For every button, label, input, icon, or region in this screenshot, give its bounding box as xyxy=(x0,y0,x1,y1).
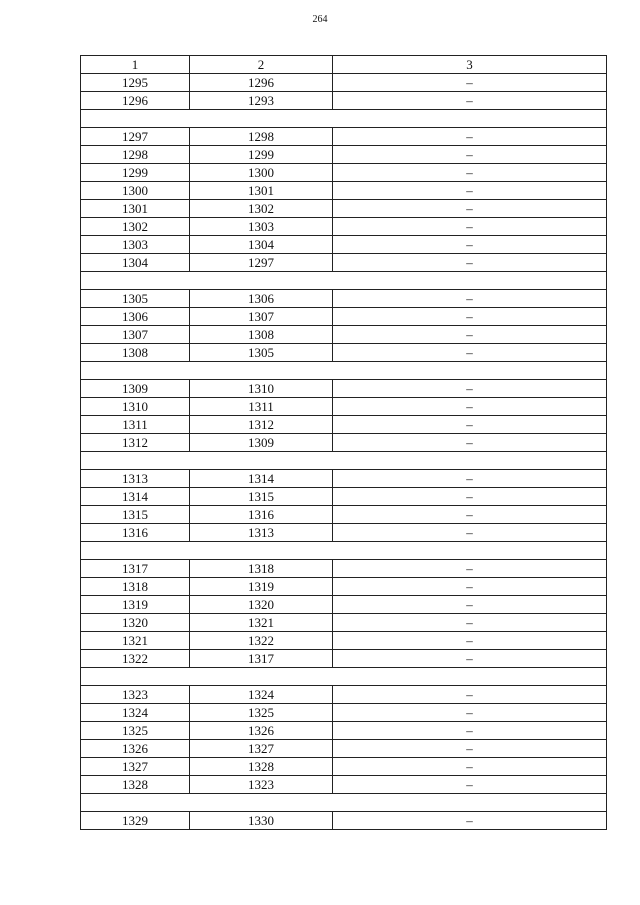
table-cell-col-2: 1326 xyxy=(190,722,333,740)
group-separator-row xyxy=(81,110,607,128)
table-cell-col-2: 1293 xyxy=(190,92,333,110)
group-separator-row xyxy=(81,362,607,380)
table-row xyxy=(81,686,607,704)
table-cell-col-3: – xyxy=(333,326,607,344)
table-cell-col-2: 1309 xyxy=(190,434,333,452)
table-row xyxy=(81,326,607,344)
table-cell-col-3: – xyxy=(333,434,607,452)
table-cell-col-2: 1311 xyxy=(190,398,333,416)
table-cell-col-2: 1301 xyxy=(190,182,333,200)
table-cell-col-1: 1318 xyxy=(81,578,190,596)
table-row xyxy=(81,632,607,650)
table-cell-col-2: 1315 xyxy=(190,488,333,506)
table-cell-col-2: 1320 xyxy=(190,596,333,614)
table-row xyxy=(81,344,607,362)
table-cell-col-3: – xyxy=(333,74,607,92)
table-cell-col-2: 1310 xyxy=(190,380,333,398)
table-cell-col-2: 1323 xyxy=(190,776,333,794)
table-cell-col-2: 1304 xyxy=(190,236,333,254)
table-cell-col-3: – xyxy=(333,560,607,578)
table-cell-col-3: – xyxy=(333,488,607,506)
table-cell-col-1: 1316 xyxy=(81,524,190,542)
table-cell-col-3: – xyxy=(333,632,607,650)
table-cell-col-2: 1328 xyxy=(190,758,333,776)
data-table xyxy=(80,55,607,830)
group-separator-row xyxy=(81,794,607,812)
table-cell-col-1: 1324 xyxy=(81,704,190,722)
table-row xyxy=(81,524,607,542)
table-header-row xyxy=(81,56,607,74)
table-row xyxy=(81,470,607,488)
table-cell-col-1: 1302 xyxy=(81,218,190,236)
table-row xyxy=(81,92,607,110)
table-cell-col-1: 1321 xyxy=(81,632,190,650)
table-cell-col-2: 1297 xyxy=(190,254,333,272)
table-row xyxy=(81,164,607,182)
table-cell-col-3: – xyxy=(333,758,607,776)
group-separator-cell xyxy=(81,668,607,686)
table-cell-col-1: 1303 xyxy=(81,236,190,254)
table-row xyxy=(81,182,607,200)
table-cell-col-3: – xyxy=(333,308,607,326)
group-separator-row xyxy=(81,542,607,560)
table-cell-col-1: 1310 xyxy=(81,398,190,416)
table-cell-col-2: 1327 xyxy=(190,740,333,758)
group-separator-cell xyxy=(81,794,607,812)
table-cell-col-1: 1308 xyxy=(81,344,190,362)
table-cell-col-3: – xyxy=(333,380,607,398)
table-cell-col-2: 1296 xyxy=(190,74,333,92)
table-cell-col-2: 1312 xyxy=(190,416,333,434)
group-separator-cell xyxy=(81,452,607,470)
table-cell-col-2: 1303 xyxy=(190,218,333,236)
table-cell-col-1: 1300 xyxy=(81,182,190,200)
table-cell-col-2: 1299 xyxy=(190,146,333,164)
table-cell-col-2: 1305 xyxy=(190,344,333,362)
table-cell-col-2: 1317 xyxy=(190,650,333,668)
page-number: 264 xyxy=(312,14,328,25)
table-row xyxy=(81,488,607,506)
group-separator-row xyxy=(81,272,607,290)
table-cell-col-2: 1330 xyxy=(190,812,333,830)
table-cell-col-3: – xyxy=(333,722,607,740)
table-cell-col-3: – xyxy=(333,776,607,794)
table-cell-col-3: – xyxy=(333,470,607,488)
table-row xyxy=(81,560,607,578)
group-separator-cell xyxy=(81,272,607,290)
table-cell-col-1: 1304 xyxy=(81,254,190,272)
table-row xyxy=(81,434,607,452)
table-row xyxy=(81,236,607,254)
table-cell-col-3: – xyxy=(333,524,607,542)
table-cell-col-1: 1328 xyxy=(81,776,190,794)
table-cell-col-3: – xyxy=(333,578,607,596)
group-separator-row xyxy=(81,452,607,470)
table-cell-col-2: 1313 xyxy=(190,524,333,542)
table-cell-col-1: 1296 xyxy=(81,92,190,110)
table-cell-col-2: 1300 xyxy=(190,164,333,182)
table-row xyxy=(81,812,607,830)
table-cell-col-1: 1295 xyxy=(81,74,190,92)
table-cell-col-3: – xyxy=(333,740,607,758)
table-cell-col-2: 1324 xyxy=(190,686,333,704)
table-row xyxy=(81,758,607,776)
group-separator-cell xyxy=(81,542,607,560)
group-separator-cell xyxy=(81,110,607,128)
column-header-3: 3 xyxy=(333,56,607,74)
table-cell-col-2: 1308 xyxy=(190,326,333,344)
group-separator-row xyxy=(81,668,607,686)
table-row xyxy=(81,398,607,416)
table-cell-col-3: – xyxy=(333,200,607,218)
table-cell-col-1: 1323 xyxy=(81,686,190,704)
table-cell-col-2: 1325 xyxy=(190,704,333,722)
table-cell-col-3: – xyxy=(333,290,607,308)
table-cell-col-2: 1302 xyxy=(190,200,333,218)
table-cell-col-3: – xyxy=(333,596,607,614)
table-cell-col-2: 1316 xyxy=(190,506,333,524)
table-cell-col-1: 1301 xyxy=(81,200,190,218)
table-cell-col-1: 1317 xyxy=(81,560,190,578)
table-cell-col-2: 1319 xyxy=(190,578,333,596)
table-cell-col-2: 1322 xyxy=(190,632,333,650)
table-cell-col-1: 1327 xyxy=(81,758,190,776)
table-cell-col-3: – xyxy=(333,344,607,362)
table-row xyxy=(81,596,607,614)
table-cell-col-3: – xyxy=(333,398,607,416)
table-cell-col-1: 1312 xyxy=(81,434,190,452)
table-cell-col-3: – xyxy=(333,218,607,236)
table-cell-col-1: 1305 xyxy=(81,290,190,308)
table-row xyxy=(81,650,607,668)
table-cell-col-2: 1298 xyxy=(190,128,333,146)
table-cell-col-1: 1313 xyxy=(81,470,190,488)
table-cell-col-1: 1319 xyxy=(81,596,190,614)
column-header-1: 1 xyxy=(81,56,190,74)
table-cell-col-3: – xyxy=(333,92,607,110)
table-cell-col-3: – xyxy=(333,128,607,146)
table-row xyxy=(81,128,607,146)
table-row xyxy=(81,776,607,794)
table-row xyxy=(81,740,607,758)
table-row xyxy=(81,254,607,272)
table-cell-col-3: – xyxy=(333,146,607,164)
table-cell-col-3: – xyxy=(333,650,607,668)
table-cell-col-1: 1299 xyxy=(81,164,190,182)
table-cell-col-3: – xyxy=(333,812,607,830)
table-cell-col-1: 1325 xyxy=(81,722,190,740)
table-cell-col-3: – xyxy=(333,164,607,182)
table-cell-col-2: 1307 xyxy=(190,308,333,326)
table-row xyxy=(81,200,607,218)
table-cell-col-1: 1298 xyxy=(81,146,190,164)
table-row xyxy=(81,722,607,740)
table-row xyxy=(81,578,607,596)
table-row xyxy=(81,614,607,632)
table-cell-col-1: 1297 xyxy=(81,128,190,146)
table-row xyxy=(81,218,607,236)
table-cell-col-3: – xyxy=(333,416,607,434)
table-cell-col-2: 1321 xyxy=(190,614,333,632)
table-row xyxy=(81,506,607,524)
table-row xyxy=(81,308,607,326)
table-cell-col-1: 1315 xyxy=(81,506,190,524)
table-row xyxy=(81,380,607,398)
table-cell-col-3: – xyxy=(333,614,607,632)
table-cell-col-3: – xyxy=(333,254,607,272)
table-cell-col-3: – xyxy=(333,506,607,524)
table-body xyxy=(81,74,607,830)
table-cell-col-2: 1306 xyxy=(190,290,333,308)
table-cell-col-3: – xyxy=(333,182,607,200)
table-cell-col-3: – xyxy=(333,686,607,704)
group-separator-cell xyxy=(81,362,607,380)
table-row xyxy=(81,290,607,308)
table-cell-col-1: 1329 xyxy=(81,812,190,830)
table-cell-col-3: – xyxy=(333,704,607,722)
table-cell-col-1: 1311 xyxy=(81,416,190,434)
table-cell-col-3: – xyxy=(333,236,607,254)
table-cell-col-2: 1318 xyxy=(190,560,333,578)
table-cell-col-1: 1309 xyxy=(81,380,190,398)
table-cell-col-1: 1326 xyxy=(81,740,190,758)
table-cell-col-1: 1306 xyxy=(81,308,190,326)
table-cell-col-1: 1314 xyxy=(81,488,190,506)
table-cell-col-2: 1314 xyxy=(190,470,333,488)
table-cell-col-1: 1320 xyxy=(81,614,190,632)
table-cell-col-1: 1307 xyxy=(81,326,190,344)
table-row xyxy=(81,146,607,164)
table-row xyxy=(81,416,607,434)
table-cell-col-1: 1322 xyxy=(81,650,190,668)
column-header-2: 2 xyxy=(190,56,333,74)
table-row xyxy=(81,704,607,722)
table-row xyxy=(81,74,607,92)
